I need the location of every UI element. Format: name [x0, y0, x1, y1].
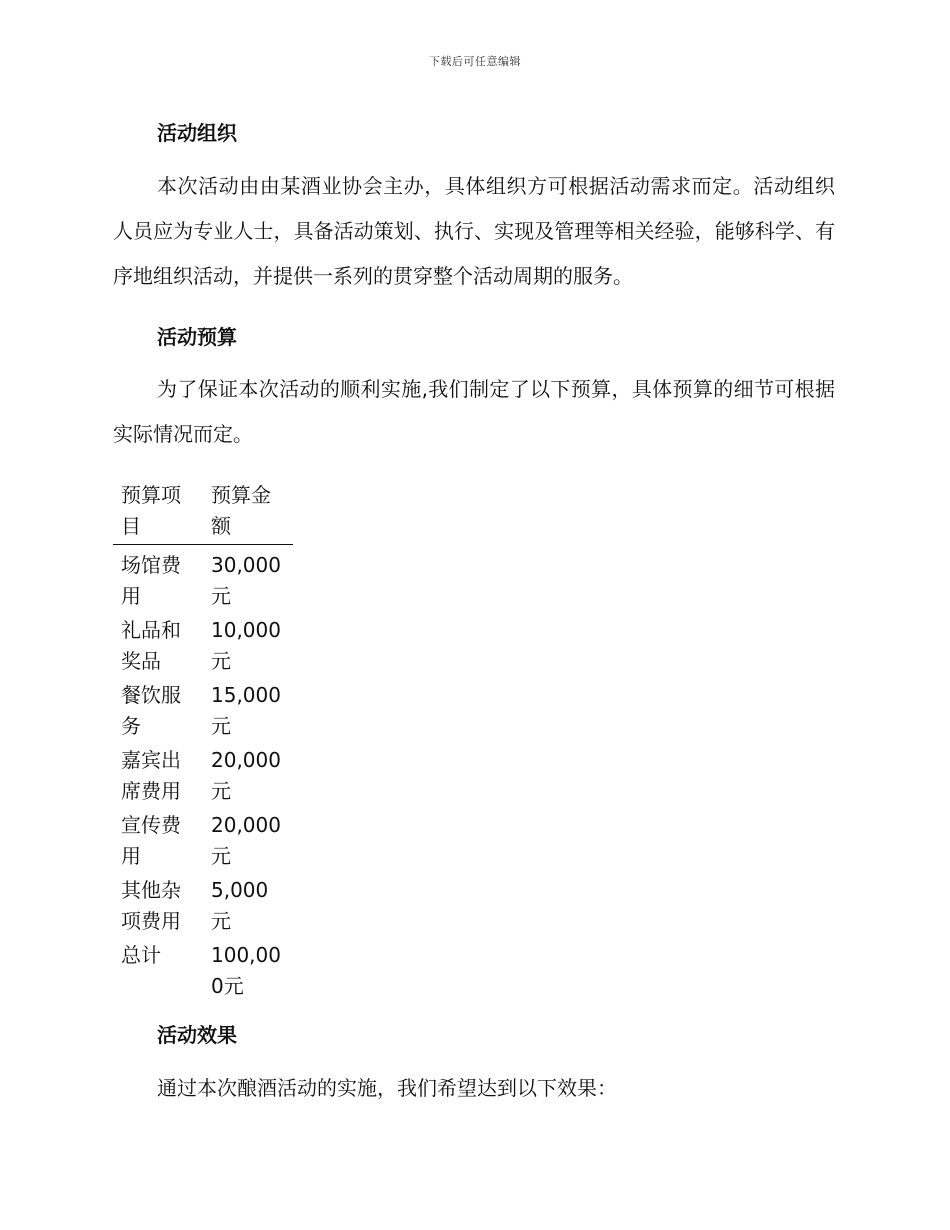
budget-item-cell: 其他杂项费用: [121, 878, 181, 933]
budget-amount-cell: 5,000元: [211, 878, 269, 933]
budget-amount-cell: 30,000元: [211, 553, 281, 608]
budget-amount-cell: 20,000元: [211, 748, 281, 803]
budget-item-cell: 场馆费用: [121, 553, 181, 608]
paragraph-effect: 通过本次酿酒活动的实施，我们希望达到以下效果：: [157, 1076, 617, 1100]
header-note: 下载后可任意编辑: [429, 55, 521, 68]
table-row: [113, 810, 293, 875]
heading-organization: 活动组织: [157, 121, 237, 145]
table-row: [113, 745, 293, 810]
budget-amount-cell: 10,000元: [211, 618, 281, 673]
budget-amount-cell: 20,000元: [211, 813, 281, 868]
table-row: [113, 875, 293, 940]
paragraph-organization: 本次活动由由某酒业协会主办，具体组织方可根据活动需求而定。活动组织人员应为专业人士，具备活动策划、执行、实现及管理等相关经验，能够科学、有序地组织活动，并提供一系列的贯穿整个活动周期的服务。: [113, 174, 835, 288]
heading-effect: 活动效果: [157, 1023, 237, 1047]
table-row: [113, 680, 293, 745]
column-header-amount: 预算金额: [211, 483, 271, 538]
table-row: [113, 615, 293, 680]
budget-item-cell: 宣传费用: [121, 813, 181, 868]
paragraph-budget: 为了保证本次活动的顺利实施,我们制定了以下预算，具体预算的细节可根据实际情况而定。: [113, 377, 835, 446]
budget-table: [113, 478, 293, 1005]
budget-item-cell: 餐饮服务: [121, 683, 181, 738]
table-row: [113, 545, 293, 616]
budget-item-cell: 嘉宾出席费用: [121, 748, 181, 803]
budget-amount-cell: 15,000元: [211, 683, 281, 738]
budget-amount-cell: 100,000元: [211, 943, 281, 998]
budget-item-cell: 总计: [121, 943, 161, 967]
budget-table-header-row: [113, 478, 293, 545]
table-row-total: [113, 940, 293, 1005]
budget-item-cell: 礼品和奖品: [121, 618, 181, 673]
column-header-item: 预算项目: [121, 483, 181, 538]
heading-budget: 活动预算: [157, 325, 237, 349]
